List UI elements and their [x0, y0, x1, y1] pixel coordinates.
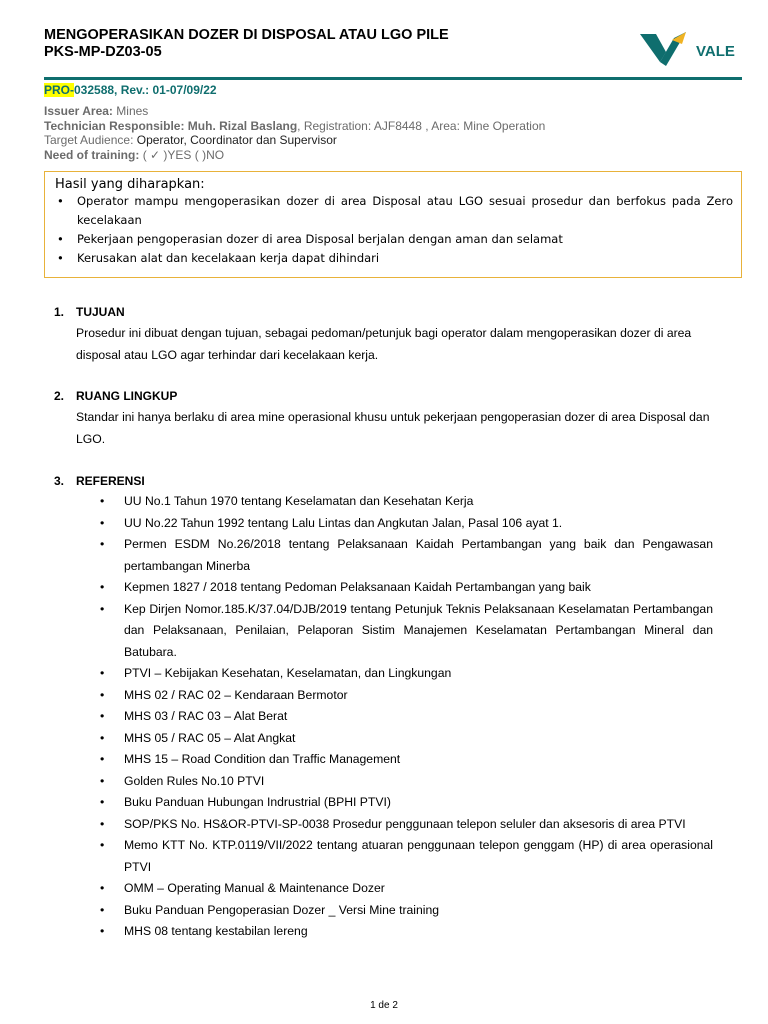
list-item: • Buku Panduan Hubungan Indrustrial (BPHI PTVI): [100, 792, 713, 814]
page-number: 1 de 2: [370, 1000, 398, 1011]
list-item: • MHS 02 / RAC 02 – Kendaraan Bermotor: [100, 685, 713, 707]
list-item: • Kepmen 1827 / 2018 tentang Pedoman Pelaksanaan Kaidah Pertambangan yang baik: [100, 577, 713, 599]
issuer-row: Issuer Area: Mines: [44, 104, 149, 118]
document-meta: [44, 104, 545, 162]
list-item: • Operator mampu mengoperasikan dozer di area Disposal atau LGO sesuai prosedur dan berfokus pada Zero kecelakaan: [55, 192, 733, 230]
section-heading-tujuan: 1. TUJUAN: [54, 305, 125, 319]
list-item: • Permen ESDM No.26/2018 tentang Pelaksanaan Kaidah Pertambangan yang baik dan Pengawasan pertambangan Minerba: [100, 534, 713, 577]
document-title: [44, 27, 449, 61]
list-item: • Memo KTT No. KTP.0119/VII/2022 tentang atuaran penggunaan telepon genggam (HP) di area operasional PTVI: [100, 835, 713, 878]
list-item: • Buku Panduan Pengoperasian Dozer _ Versi Mine training: [100, 900, 713, 922]
section-heading-ruang-lingkup: 2. RUANG LINGKUP: [54, 389, 178, 403]
vale-logo-icon: [636, 28, 736, 68]
training-row: Need of training: ( ✓ )YES ( )NO: [44, 147, 225, 162]
list-item: • MHS 05 / RAC 05 – Alat Angkat: [100, 728, 713, 750]
list-item: • MHS 03 / RAC 03 – Alat Berat: [100, 706, 713, 728]
technician-row: Technician Responsible: Muh. Rizal Baslang, Registration: AJF8448 , Area: Mine Operation: [44, 118, 546, 133]
section-text-ruang-lingkup: Standar ini hanya berlaku di area mine operasional khusu untuk pekerjaan pengoperasian dozer di area Disposal dan LGO.: [76, 410, 710, 446]
list-item: • UU No.22 Tahun 1992 tentang Lalu Lintas dan Angkutan Jalan, Pasal 106 ayat 1.: [100, 513, 713, 535]
document-code: [44, 83, 217, 97]
list-item: • Pekerjaan pengoperasian dozer di area Disposal berjalan dengan aman dan selamat: [55, 230, 733, 249]
expected-results-list: [55, 192, 733, 268]
list-item: • Kerusakan alat dan kecelakaan kerja dapat dihindari: [55, 249, 733, 268]
section-text-tujuan: Prosedur ini dibuat dengan tujuan, sebagai pedoman/petunjuk bagi operator dalam mengoperasikan dozer di area disposal atau LGO agar terhindar dari kecelakaan kerja.: [76, 326, 692, 362]
expected-results-title: Hasil yang diharapkan:: [55, 177, 205, 192]
list-item: • UU No.1 Tahun 1970 tentang Keselamatan dan Kesehatan Kerja: [100, 491, 713, 513]
list-item: • MHS 08 tentang kestabilan lereng: [100, 921, 713, 943]
vale-logo: [636, 28, 736, 68]
document-code-rest: 032588, Rev.: 01-07/09/22: [74, 83, 217, 97]
document-code-prefix: PRO-: [44, 83, 74, 97]
list-item: • MHS 15 – Road Condition dan Traffic Management: [100, 749, 713, 771]
audience-row: Target Audience: Operator, Coordinator dan Supervisor: [44, 133, 337, 147]
list-item: • OMM – Operating Manual & Maintenance Dozer: [100, 878, 713, 900]
header-rule: [44, 77, 742, 80]
list-item: • PTVI – Kebijakan Kesehatan, Keselamatan, dan Lingkungan: [100, 663, 713, 685]
logo-text: VALE: [696, 43, 735, 60]
list-item: • SOP/PKS No. HS&OR-PTVI-SP-0038 Prosedur penggunaan telepon seluler dan aksesoris di area PTVI: [100, 814, 713, 836]
list-item: • Golden Rules No.10 PTVI: [100, 771, 713, 793]
title-line-1: MENGOPERASIKAN DOZER DI DISPOSAL ATAU LGO PILE: [44, 27, 449, 43]
list-item: • Kep Dirjen Nomor.185.K/37.04/DJB/2019 tentang Petunjuk Teknis Pelaksanaan Keselamatan Pertambangan dan Pelaksanaan, Penilaian, Pelaporan Sistim Manajemen Keselamatan Pertambangan Mineral dan Batubara.: [100, 599, 713, 664]
section-heading-referensi: 3. REFERENSI: [54, 474, 145, 488]
reference-list: [100, 491, 713, 943]
title-line-2: PKS-MP-DZ03-05: [44, 44, 162, 60]
expected-results-box: [44, 171, 742, 278]
